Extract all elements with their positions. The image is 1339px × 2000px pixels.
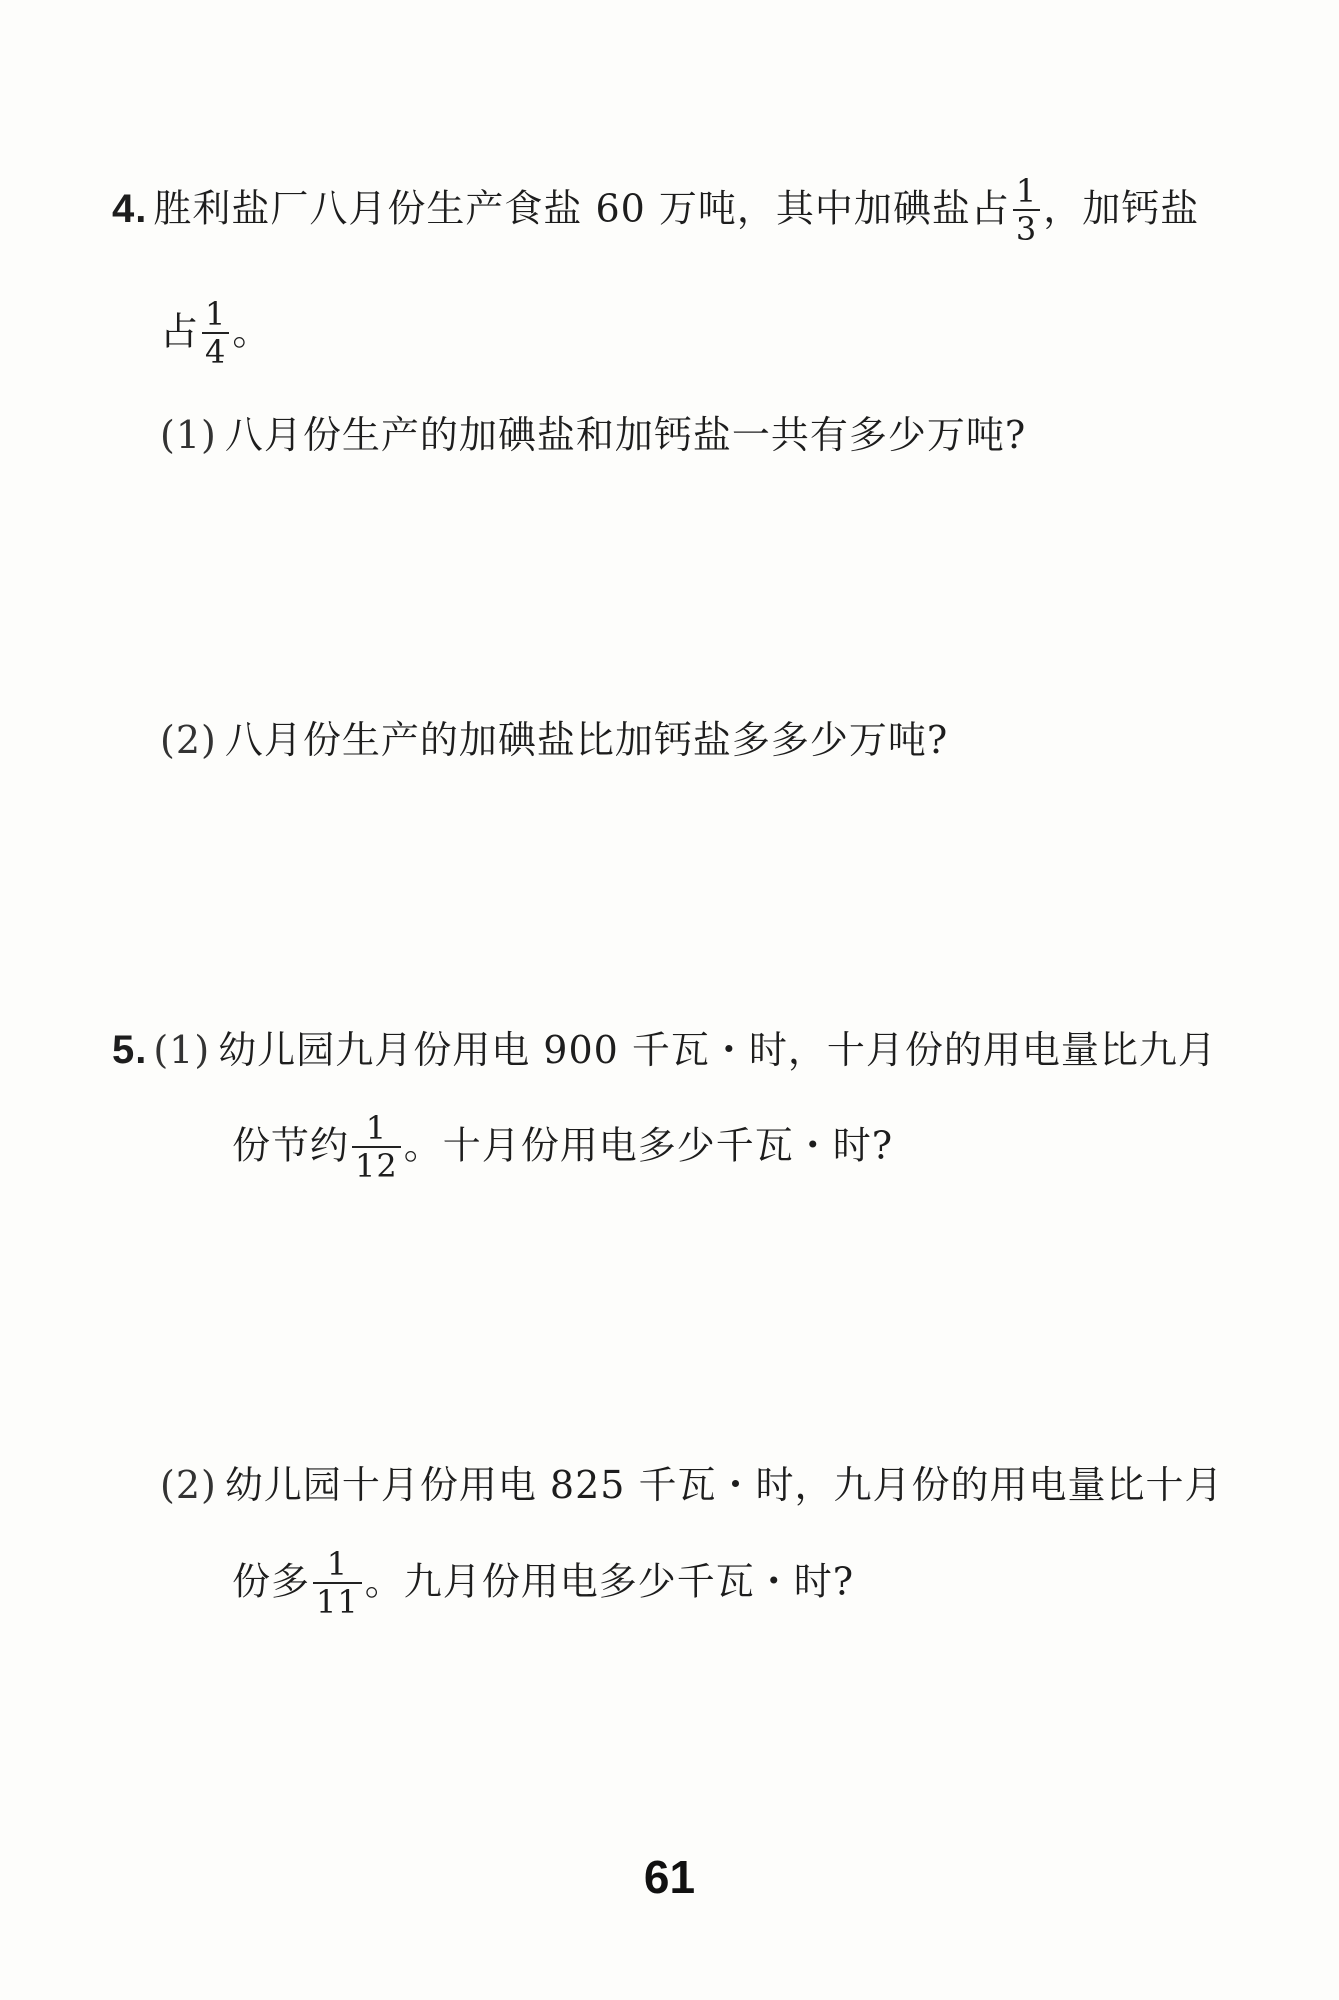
q4-subquestion-2: [160, 710, 948, 770]
q5-sub1-label: (1): [153, 1028, 211, 1072]
q5-sub1-line-1: [112, 1020, 1217, 1080]
q4-subquestion-1: [160, 405, 1026, 465]
q5-sub1-text-2-tail: 。十月份用电多少千瓦・时?: [403, 1123, 894, 1168]
q5-sub2-text-2: 份多: [232, 1559, 311, 1604]
q5-sub2-text-1: 幼儿园十月份用电 825 千瓦・时，九月份的用电量比十月: [224, 1463, 1224, 1507]
q4-fraction-iodized: $\frac{1}{3}$: [1013, 173, 1040, 247]
q5-sub2-line-2: [232, 1545, 855, 1622]
q4-line-1: [112, 172, 1200, 249]
q5-sub1-line-2: [232, 1109, 894, 1186]
q4-number: 4.: [112, 186, 148, 231]
q5-number: 5.: [112, 1028, 148, 1072]
q4-line-2: [160, 295, 272, 372]
q4-sub1-text: 八月份生产的加碘盐和加钙盐一共有多少万吨?: [224, 413, 1027, 457]
q5-sub1-fraction: $\frac{1}{12}$: [352, 1110, 401, 1184]
q5-sub2-label: (2): [160, 1463, 217, 1507]
q4-text-2: 占: [160, 309, 200, 354]
q4-text-1: 胜利盐厂八月份生产食盐 60 万吨，其中加碘盐占: [153, 186, 1010, 231]
q5-sub2-fraction: $\frac{1}{11}$: [313, 1546, 362, 1620]
q5-sub1-text-1: 幼儿园九月份用电 900 千瓦・时，十月份的用电量比九月: [218, 1028, 1217, 1072]
q4-text-1-tail: ，加钙盐: [1043, 186, 1200, 231]
q4-sub2-label: (2): [160, 718, 217, 762]
q5-sub2-text-2-tail: 。九月份用电多少千瓦・时?: [364, 1559, 855, 1604]
q4-text-2-tail: 。: [232, 309, 272, 354]
page-number: 61: [643, 1851, 696, 1903]
q5-sub2-line-1: [160, 1455, 1224, 1515]
q4-sub1-label: (1): [160, 413, 217, 457]
q5-sub1-text-2: 份节约: [232, 1123, 350, 1168]
q4-fraction-calcium: $\frac{1}{4}$: [202, 296, 229, 370]
q4-sub2-text: 八月份生产的加碘盐比加钙盐多多少万吨?: [224, 718, 949, 762]
